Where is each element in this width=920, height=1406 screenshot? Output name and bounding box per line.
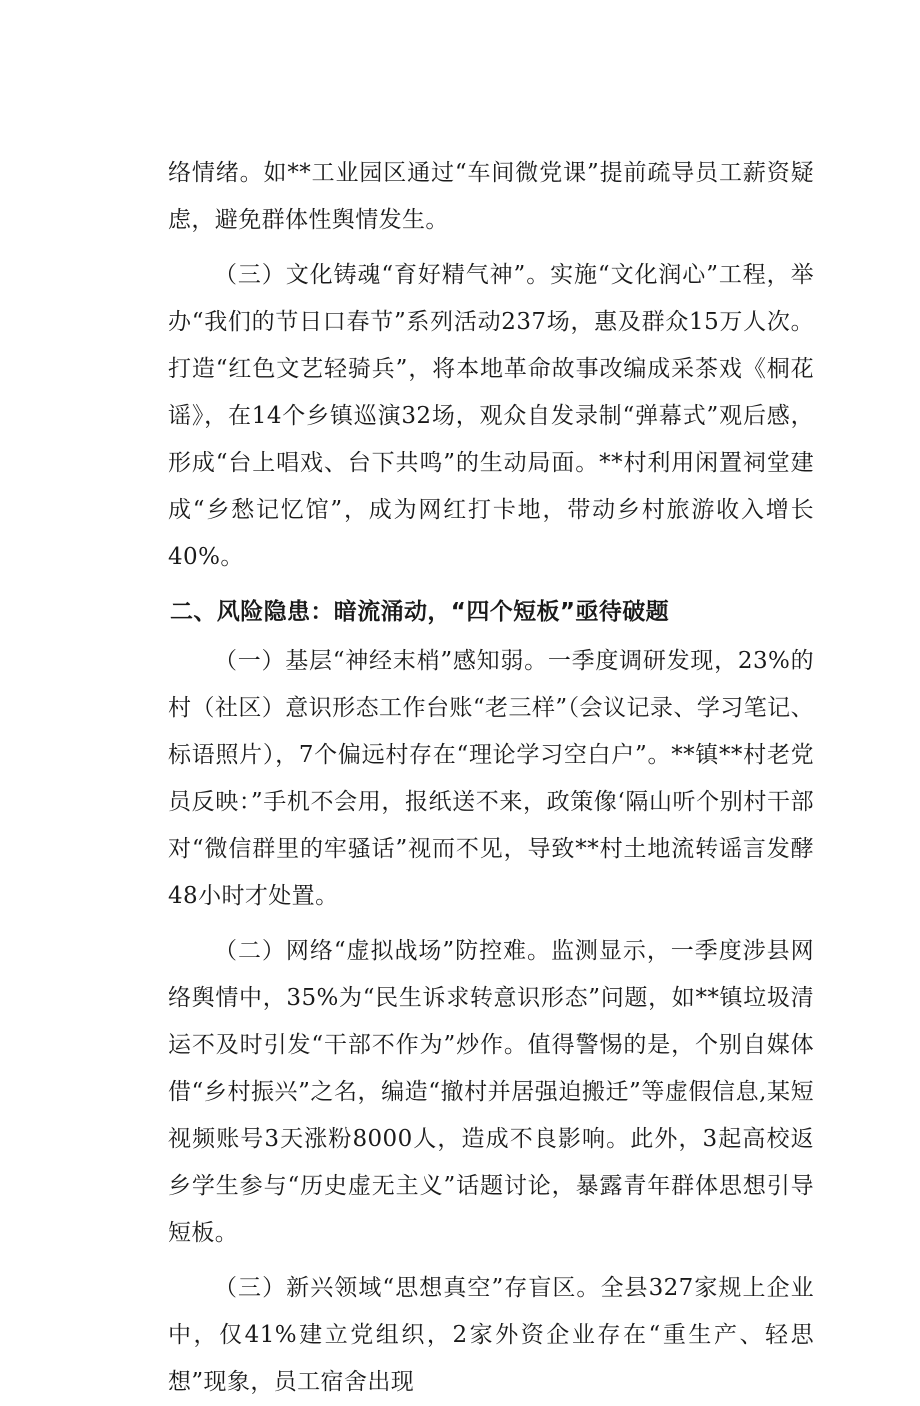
paragraph-continued: 络情绪。如**工业园区通过“车间微党课”提前疏导员工薪资疑虑，避免群体性舆情发生。 (168, 160, 814, 233)
section-heading-risks: 二、风险隐患：暗流涌动，“四个短板”亟待破题 (170, 599, 670, 625)
paragraph-network: （二）网络“虚拟战场”防控难。监测显示，一季度涉县网络舆情中，35%为“民生诉求转意识形态”问题，如**镇垃圾清运不及时引发“干部不作为”炒作。值得警惕的是，个别自媒体借“乡村振兴”之名，编造“撤村并居强迫搬迁”等虚假信息,某短视频账号3天涨粉8000人，造成不良影响。此外，3起高校返乡学生参与“历史虚无主义”话题讨论，暴露青年群体思想引导短板。 (168, 938, 814, 1246)
paragraph-new-fields: （三）新兴领域“思想真空”存盲区。全县327家规上企业中，仅41%建立党组织，2家外资企业存在“重生产、轻思想”现象，员工宿舍出现 (168, 1275, 814, 1395)
paragraph-grassroots: （一）基层“神经末梢”感知弱。一季度调研发现，23%的村（社区）意识形态工作台账“老三样”（会议记录、学习笔记、标语照片），7个偏远村存在“理论学习空白户”。**镇**村老党员反映：”手机不会用，报纸送不来，政策像‘隔山听个别村干部对“微信群里的牢骚话”视而不见，导致**村土地流转谣言发酵48小时才处置。 (168, 648, 815, 909)
paragraph-culture: （三）文化铸魂“育好精气神”。实施“文化润心”工程，举办“我们的节日口春节”系列活动237场，惠及群众15万人次。打造“红色文艺轻骑兵”，将本地革命故事改编成采茶戏《桐花谣》，在14个乡镇巡演32场，观众自发录制“弹幕式”观后感，形成“台上唱戏、台下共鸣”的生动局面。**村利用闲置祠堂建成“乡愁记忆馆”，成为网红打卡地，带动乡村旅游收入增长40%。 (168, 262, 814, 570)
document-body (168, 150, 814, 1406)
